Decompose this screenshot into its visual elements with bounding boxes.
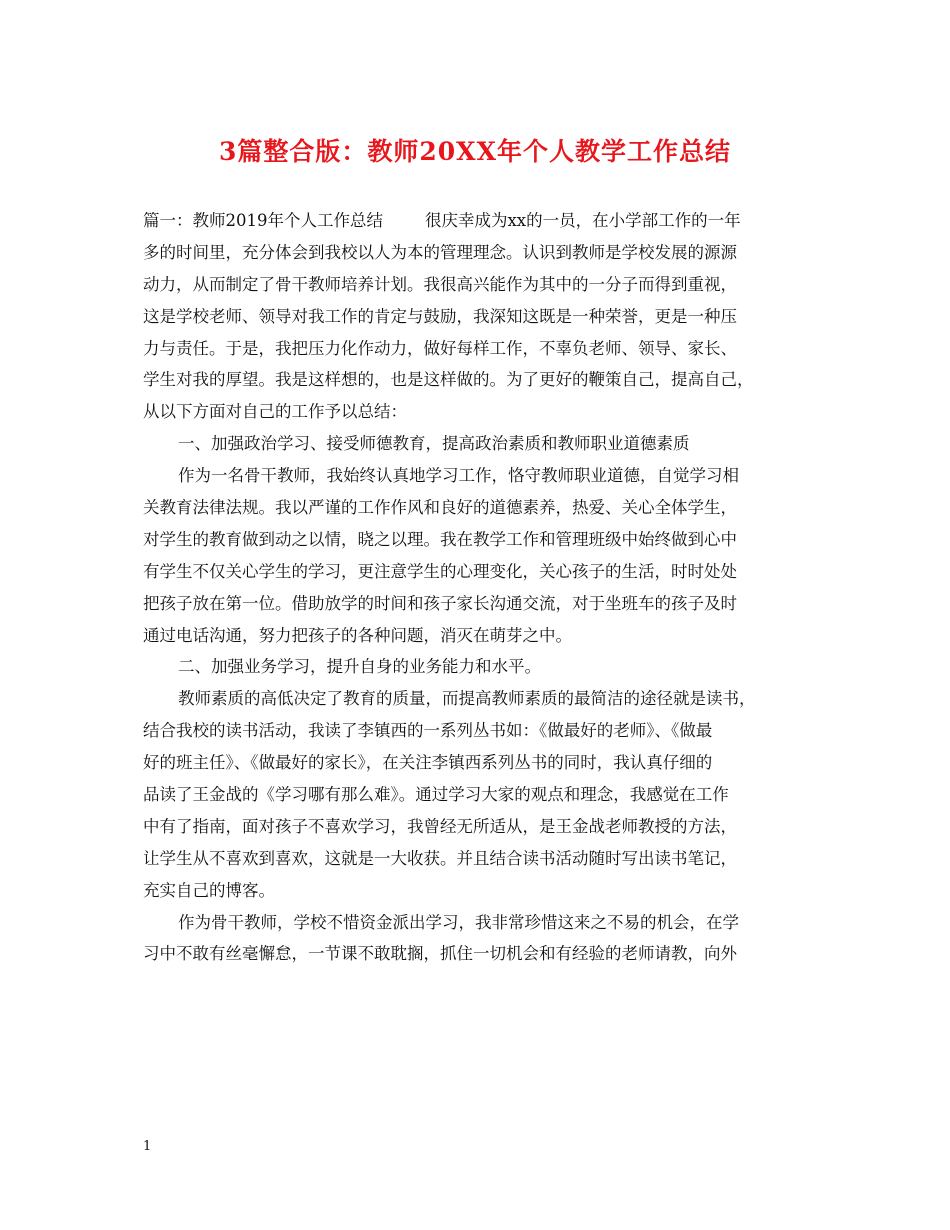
text-line: 动力，从而制定了骨干教师培养计划。我很高兴能作为其中的一分子而得到重视， bbox=[143, 274, 737, 294]
first-line-text: 很庆幸成为xx的一员，在小学部工作的一年 bbox=[425, 211, 741, 230]
text-line: 作为一名骨干教师，我始终认真地学习工作，恪守教师职业道德，自觉学习相 bbox=[178, 466, 739, 486]
document-body bbox=[143, 205, 823, 970]
text-line: 对学生的教育做到动之以情，晓之以理。我在教学工作和管理班级中始终做到心中 bbox=[143, 529, 737, 549]
text-line: 这是学校老师、领导对我工作的肯定与鼓励，我深知这既是一种荣誉，更是一种压 bbox=[143, 306, 737, 326]
text-line: 中有了指南，面对孩子不喜欢学习，我曾经无所适从，是王金战老师教授的方法， bbox=[143, 816, 737, 836]
text-line: 学生对我的厚望。我是这样想的，也是这样做的。为了更好的鞭策自己，提高自己， bbox=[143, 370, 754, 390]
first-line bbox=[143, 205, 823, 237]
text-line: 有学生不仅关心学生的学习，更注意学生的心理变化，关心孩子的生活，时时处处 bbox=[143, 561, 737, 581]
text-line: 通过电话沟通，努力把孩子的各种问题，消灭在萌芽之中。 bbox=[143, 625, 572, 645]
text-line: 结合我校的读书活动，我读了李镇西的一系列丛书如：《做最好的老师》、《做最 bbox=[143, 721, 713, 741]
text-line: 从以下方面对自己的工作予以总结： bbox=[143, 402, 407, 422]
text-line: 作为骨干教师，学校不惜资金派出学习，我非常珍惜这来之不易的机会，在学 bbox=[178, 912, 739, 932]
text-line: 品读了王金战的《学习哪有那么难》。通过学习大家的观点和理念，我感觉在工作 bbox=[143, 785, 729, 805]
page-number: 1 bbox=[143, 1139, 152, 1154]
text-line: 关教育法律法规。我以严谨的工作作风和良好的道德素养，热爱、关心全体学生， bbox=[143, 498, 737, 518]
text-line: 教师素质的高低决定了教育的质量，而提高教师素质的最简洁的途径就是读书， bbox=[178, 689, 756, 709]
text-line: 让学生从不喜欢到喜欢，这就是一大收获。并且结合读书活动随时写出读书笔记， bbox=[143, 848, 737, 868]
article-label: 篇一：教师2019年个人工作总结 bbox=[143, 211, 383, 230]
text-line: 力与责任。于是，我把压力化作动力，做好每样工作，不辜负老师、领导、家长、 bbox=[143, 338, 737, 358]
text-line: 充实自己的博客。 bbox=[143, 880, 275, 900]
text-line: 习中不敢有丝毫懈怠，一节课不敢耽搁，抓住一切机会和有经验的老师请教，向外 bbox=[143, 944, 737, 964]
document-title: 3篇整合版：教师20XX年个人教学工作总结 bbox=[219, 137, 731, 166]
text-line: 多的时间里，充分体会到我校以人为本的管理理念。认识到教师是学校发展的源源 bbox=[143, 242, 737, 262]
section-heading: 一、加强政治学习、接受师德教育，提高政治素质和教师职业道德素质 bbox=[178, 434, 690, 454]
text-line: 好的班主任》、《做最好的家长》，在关注李镇西系列丛书的同时，我认真仔细的 bbox=[143, 753, 713, 773]
text-line: 把孩子放在第一位。借助放学的时间和孩子家长沟通交流，对于坐班车的孩子及时 bbox=[143, 593, 737, 613]
section-heading: 二、加强业务学习，提升自身的业务能力和水平。 bbox=[178, 657, 541, 677]
